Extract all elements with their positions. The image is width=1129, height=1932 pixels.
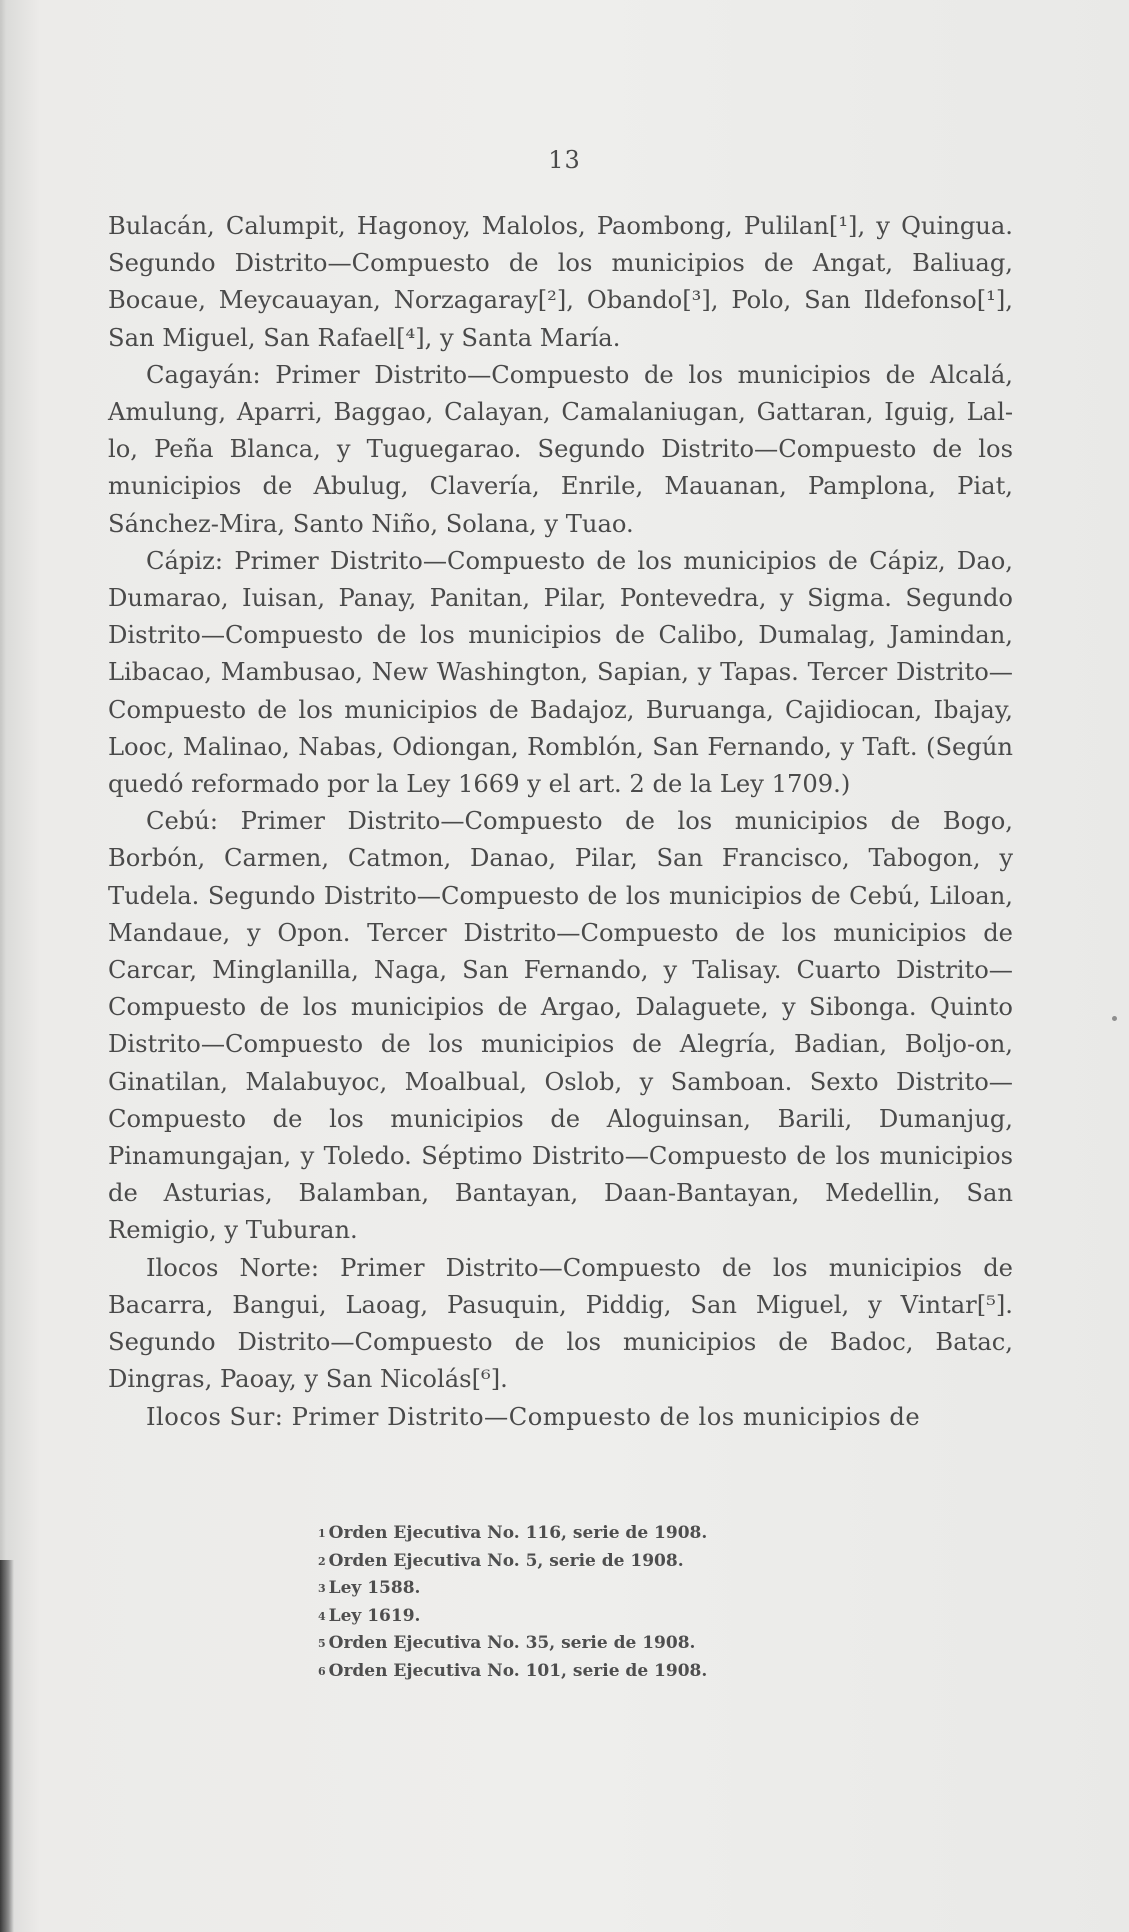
footnote-text: Ley 1619. xyxy=(328,1605,421,1626)
paragraph-capiz: Cápiz: Primer Distrito—Compuesto de los municipios de Cápiz, Dao, Dumarao, Iuisan, Panay, Panitan, Pilar, Pontevedra, y Sigma. Segundo Distrito—Compuesto de los municipios de Calibo, Dumalag, Jamindan, Libacao, Mambusao, New Washington, Sapian, y Tapas. Tercer Distrito—Compuesto de los municipios de Badajoz, Buruanga, Cajidiocan, Ibajay, Looc, Malinao, Nabas, Odiongan, Romblón, San Fernando, y Taft. (Según quedó reformado por la Ley 1669 y el art. 2 de la Ley 1709.) xyxy=(108,546,1013,799)
footnote-text: Ley 1588. xyxy=(328,1578,421,1598)
footnote-mark: 2 xyxy=(318,1554,326,1568)
paragraph-bulacan-continued: Bulacán, Calumpit, Hagonoy, Malolos, Paombong, Pulilan[¹], y Quingua. Segundo Distrito—Compuesto de los municipios de Angat, Baliuag, Bocaue, Meycauayan, Norzagaray[²], Obando[³], Polo, San Ildefonso[¹], San Miguel, San Rafael[⁴], y Santa María. xyxy=(108,212,1013,352)
footnote-mark: 1 xyxy=(318,1527,326,1540)
paragraph-cebu: Cebú: Primer Distrito—Compuesto de los municipios de Bogo, Borbón, Carmen, Catmon, Danao, Pilar, San Francisco, Tabogon, y Tudela. Segundo Distrito—Compuesto de los municipios de Cebú, Liloan, Mandaue, y Opon. Tercer Distrito—Compuesto de los municipios de Carcar, Minglanilla, Naga, San Fernando, y Talisay. Cuarto Distrito—Compuesto de los municipios de Argao, Dalaguete, y Sibonga. Quinto Distrito—Compuesto de los municipios de Alegría, Badian, Boljo-on, Ginatilan, Malabuyoc, Moalbual, Oslob, y Samboan. Sexto Distrito—Compuesto de los municipios de Aloguinsan, Barili, Dumanjug, Pinamungajan, y Toledo. Séptimo Distrito—Compuesto de los municipios de Asturias, Balamban, Bantayan, Daan-Bantayan, Medellin, San Remigio, y Tuburan. xyxy=(108,807,1013,1245)
footnotes xyxy=(0,1520,1129,1685)
footnote xyxy=(318,1548,1129,1576)
body-text xyxy=(108,208,1013,1436)
footnote-text: Orden Ejecutiva No. 35, serie de 1908. xyxy=(328,1633,696,1653)
footnote xyxy=(318,1575,1129,1603)
paragraph-ilocos-norte: Ilocos Norte: Primer Distrito—Compuesto de los municipios de Bacarra, Bangui, Laoag, Pasuquin, Piddig, San Miguel, y Vintar[⁵]. Segundo Distrito—Compuesto de los municipios de Badoc, Batac, Dingras, Paoay, y San Nicolás[⁶]. xyxy=(108,1253,1013,1394)
paragraph-cagayan: Cagayán: Primer Distrito—Compuesto de los municipios de Alcalá, Amulung, Aparri, Baggao, Calayan, Camalaniugan, Gattaran, Iguig, Lal-lo, Peña Blanca, y Tuguegarao. Segundo Distrito—Compuesto de los municipios de Abulug, Clavería, Enrile, Mauanan, Pamplona, Piat, Sánchez-Mira, Santo Niño, Solana, y Tuao. xyxy=(108,360,1013,538)
ink-speck xyxy=(1112,1016,1117,1021)
footnote xyxy=(318,1658,1129,1686)
paragraph-ilocos-sur: Ilocos Sur: Primer Distrito—Compuesto de los municipios de xyxy=(146,1402,921,1431)
footnote-text: Orden Ejecutiva No. 101, serie de 1908. xyxy=(328,1660,708,1681)
footnote xyxy=(318,1520,1129,1548)
footnote-text: Orden Ejecutiva No. 5, serie de 1908. xyxy=(328,1550,684,1571)
footnote-mark: 5 xyxy=(318,1637,326,1650)
footnote-mark: 4 xyxy=(318,1609,326,1623)
footnote-text: Orden Ejecutiva No. 116, serie de 1908. xyxy=(328,1523,708,1543)
footnote-mark: 3 xyxy=(318,1582,326,1595)
footnote xyxy=(318,1603,1129,1631)
footnote xyxy=(318,1630,1129,1658)
page-number: 13 xyxy=(548,146,581,174)
footnote-mark: 6 xyxy=(318,1664,326,1678)
